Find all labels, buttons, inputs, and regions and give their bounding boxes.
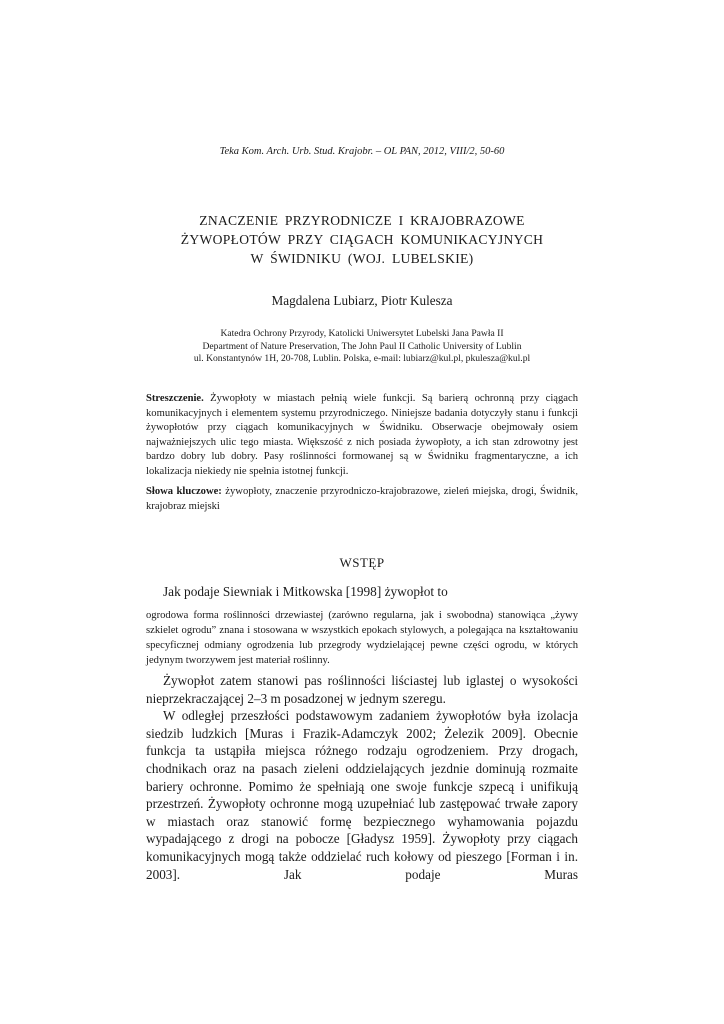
paragraph: W odległej przeszłości podstawowym zadaniem żywopłotów była izolacja siedzib ludzkich [Muras i Frazik-Adamczyk 2002; Żelezik 2009]. Obecnie funkcja ta ustąpiła miejsca różnego rodzaju ogrodzeniem. Przy drogach, chodnikach oraz na pasach zieleni oddzielających jezdnie dominują rozmaite bariery ochronne. Pomimo że spełniają one swoje funkcje szpecą i unifikują przestrzeń. Żywopłoty ochronne mogą uzupełniać lub zastępować trwałe zapory w miastach oraz stanowić formę bezpiecznego wyhamowania pojazdu wypadającego z drogi na pobocze [Gładysz 1959]. Żywopłoty przy ciągach komunikacyjnych mogą także oddzielać ruch kołowy od pieszego [Forman i in. 2003]. Jak podaje Muras (146, 708, 578, 882)
journal-reference: Teka Kom. Arch. Urb. Stud. Krajobr. – OL PAN, 2012, VIII/2, 50-60 (219, 146, 505, 157)
abstract (146, 392, 578, 480)
block-quote: ogrodowa forma roślinności drzewiastej (zarówno regularna, jak i swobodna) stanowiąca „żywy szkielet ogrodu” znana i stosowana w wszystkich epokach stylowych, a polegająca na kształtowaniu specyficznej odmiany ogrodzenia lub przegrody wydzielającej pewne części ogrodu, w których jedynym tworzywem jest materiał roślinny. (146, 610, 578, 666)
affiliation-line: Department of Nature Preservation, The John Paul II Catholic University of Lublin (202, 340, 522, 352)
keywords-label: Słowa kluczowe: (146, 486, 222, 497)
title-line: W ŚWIDNIKU (WOJ. LUBELSKIE) (250, 251, 474, 266)
section-heading: WSTĘP (339, 555, 385, 570)
title-line: ZNACZENIE PRZYRODNICZE I KRAJOBRAZOWE (199, 213, 525, 228)
abstract-label: Streszczenie. (146, 393, 204, 404)
article-title (120, 211, 604, 268)
affiliation (0, 328, 724, 366)
keywords (146, 485, 578, 514)
affiliation-line: Katedra Ochrony Przyrody, Katolicki Uniwersytet Lubelski Jana Pawła II (220, 328, 504, 339)
keywords-text: żywopłoty, znaczenie przyrodniczo-krajobrazowe, zieleń miejska, drogi, Świdnik, krajobraz miejski (146, 486, 578, 512)
affiliation-line: ul. Konstantynów 1H, 20-708, Lublin. Polska, e-mail: lubiarz@kul.pl, pkulesza@kul.pl (193, 353, 531, 365)
abstract-text: Żywopłoty w miastach pełnią wiele funkcji. Są barierą ochronną przy ciągach komunikacyjnych i elementem systemu przyrodniczego. Niniejsze badania dotyczyły stanu i funkcji żywopłotów przy ciągach komunikacyjnych w Świdniku. Obserwacje obejmowały osiem najważniejszych ulic tego miasta. Większość z nich posiada żywopłoty, a ich stan zdrowotny jest bardzo dobry lub dobry. Pasy roślinności formowanej są w Świdniku fragmentaryczne, a ich lokalizacja niekiedy nie spełnia istotnej funkcji. (146, 393, 578, 477)
authors: Magdalena Lubiarz, Piotr Kulesza (271, 293, 453, 308)
paragraph: Żywopłot zatem stanowi pas roślinności liściastej lub iglastej o wysokości nieprzekraczającej 2–3 m posadzonej w jednym szeregu. (146, 673, 578, 706)
intro-line: Jak podaje Siewniak i Mitkowska [1998] żywopłot to (163, 584, 448, 599)
body-text (146, 672, 578, 901)
title-line: ŻYWOPŁOTÓW PRZY CIĄGACH KOMUNIKACYJNYCH (180, 232, 544, 247)
